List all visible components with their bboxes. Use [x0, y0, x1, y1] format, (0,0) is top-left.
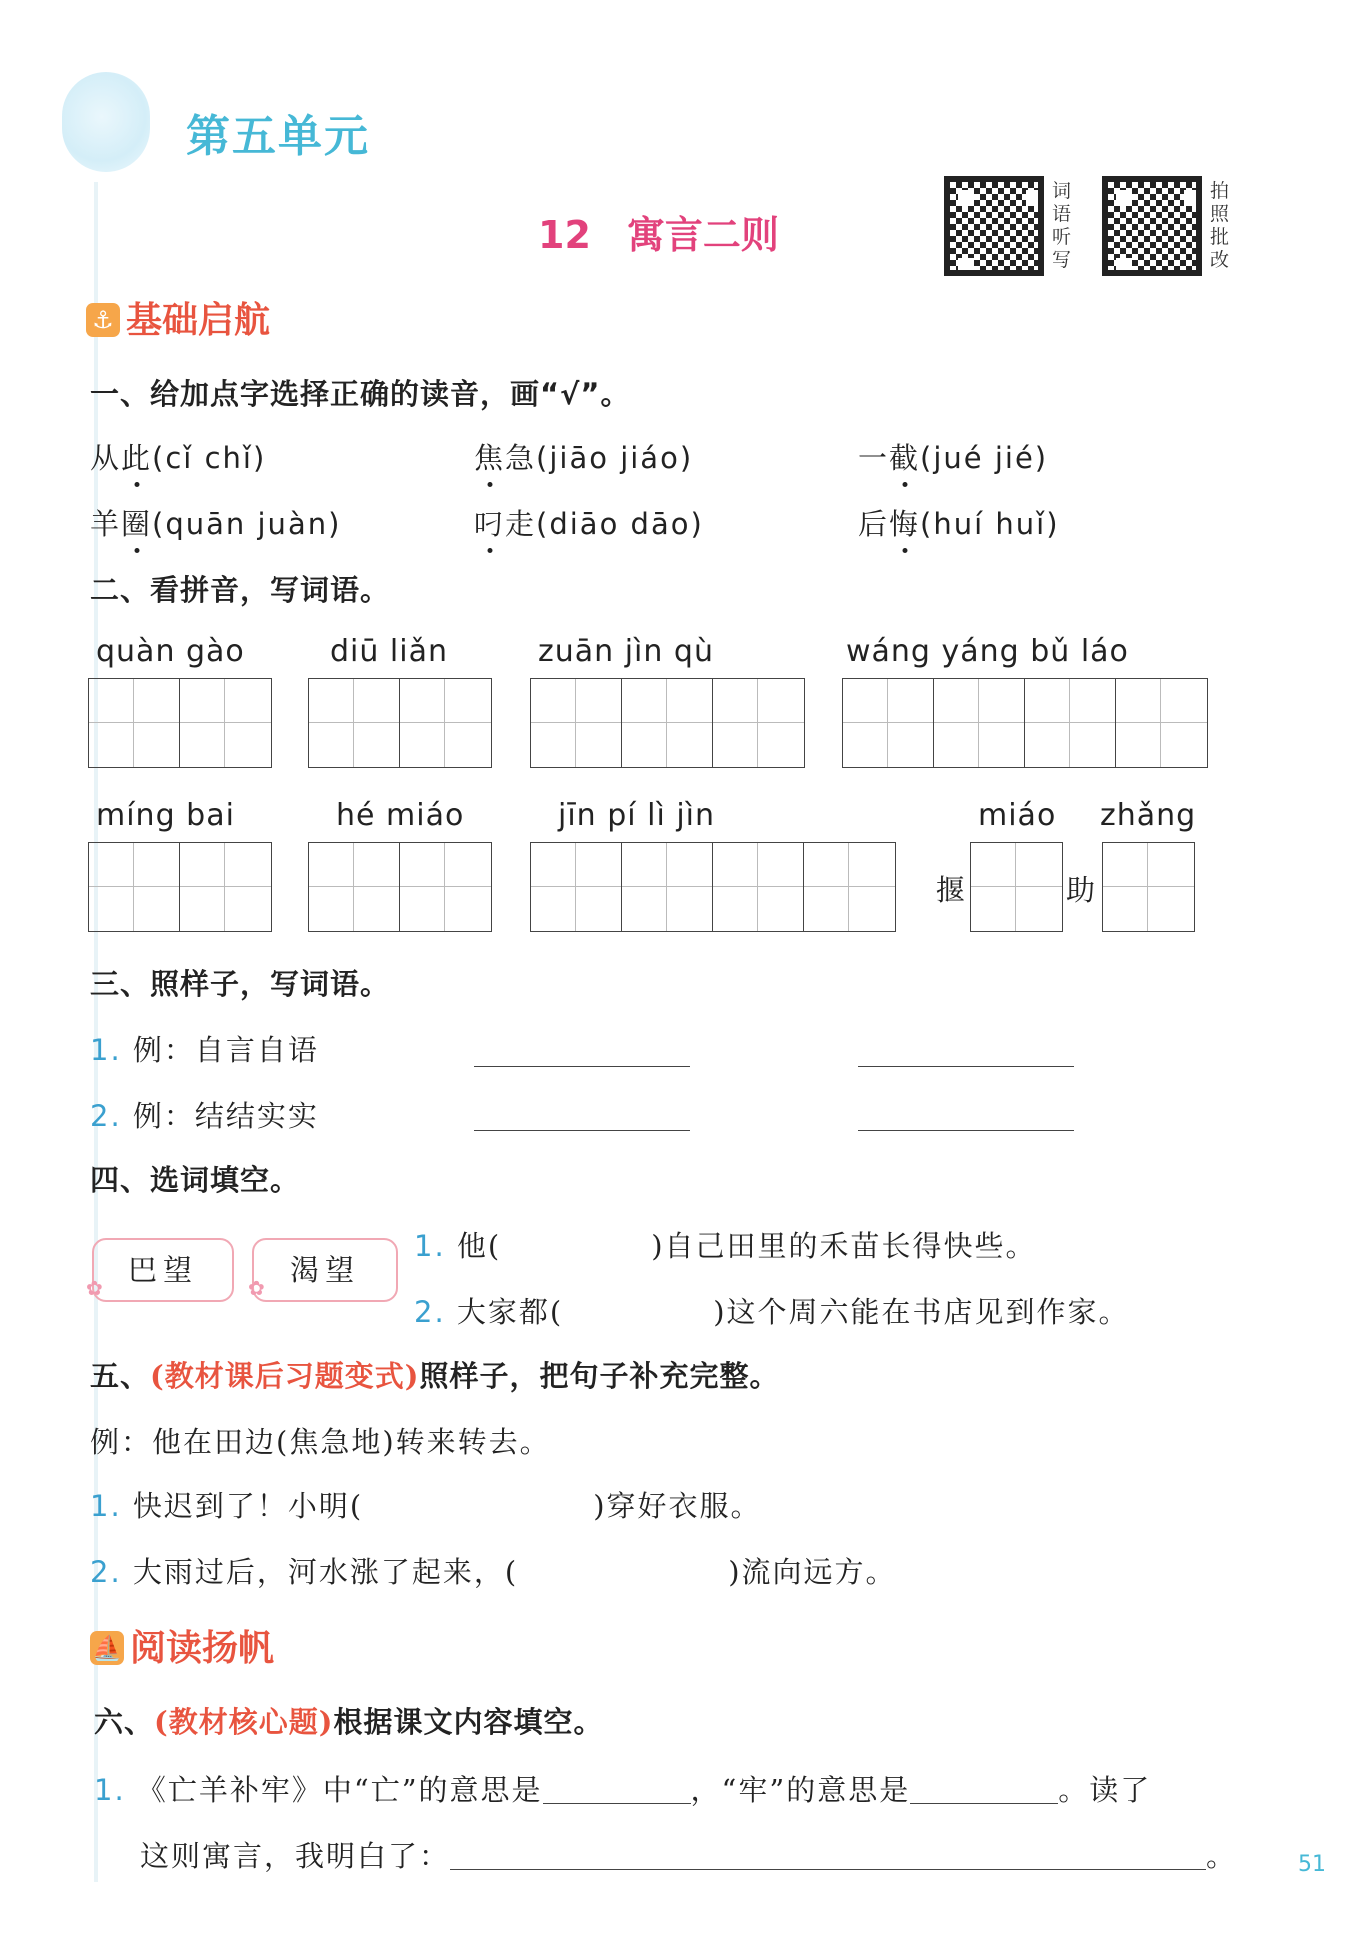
q1-title: 一、给加点字选择正确的读音，画“√”。	[90, 377, 631, 411]
q6-line-2: 这则寓言，我明白了： 。	[140, 1839, 1238, 1873]
pinyin-8: miáo	[978, 798, 1057, 833]
section-basic-label: 基础启航	[126, 300, 271, 341]
section-reading	[90, 1620, 274, 1671]
pinyin-1: quàn gào	[96, 634, 245, 669]
q5-item-1: 1. 快迟到了！小明( )穿好衣服。	[90, 1489, 762, 1523]
answer-line[interactable]	[543, 1775, 691, 1804]
qr-label-dictation: 词语听写	[1052, 180, 1072, 271]
q1-item-1: 从此(cǐ chǐ)	[90, 441, 267, 475]
q5-example: 例：他在田边(焦急地)转来转去。	[90, 1425, 551, 1459]
q3-title: 三、照样子，写词语。	[90, 967, 391, 1001]
anchor-icon: ⚓	[86, 303, 120, 337]
q6-line-1: 1. 《亡羊补牢》中“亡”的意思是 ，“牢”的意思是 。读了	[94, 1773, 1152, 1807]
qr-label-grading: 拍照批改	[1210, 180, 1230, 271]
pinyin-6: hé miáo	[336, 798, 465, 833]
pinyin-5: míng bai	[96, 798, 235, 833]
word-option-2: 渴望	[252, 1238, 398, 1302]
answer-line[interactable]	[858, 1066, 1074, 1067]
pinyin-9: zhǎng	[1100, 798, 1197, 833]
section-reading-label: 阅读扬帆	[130, 1628, 275, 1669]
q1-item-4: 羊圈(quān juàn)	[90, 507, 342, 541]
writing-grid[interactable]	[530, 842, 896, 932]
pinyin-7: jīn pí lì jìn	[558, 798, 716, 833]
lesson-title	[538, 204, 779, 259]
unit-title: 第五单元	[186, 111, 370, 162]
writing-grid[interactable]	[530, 678, 805, 768]
writing-grid[interactable]	[88, 842, 272, 932]
writing-grid[interactable]	[308, 678, 492, 768]
answer-line[interactable]	[910, 1775, 1058, 1804]
q4-item-1: 1. 他( )自己田里的禾苗长得快些。	[414, 1229, 1037, 1263]
paw-icon: ✿	[86, 1276, 103, 1300]
pinyin-4: wáng yáng bǔ láo	[846, 634, 1129, 669]
section-basic	[86, 292, 270, 343]
q1-item-2: 焦急(jiāo jiáo)	[474, 441, 694, 475]
word-option-1: 巴望	[92, 1238, 234, 1302]
page-number: 51	[1298, 1852, 1326, 1877]
qr-code-dictation[interactable]	[944, 176, 1044, 276]
lesson-number: 12	[538, 213, 591, 257]
writing-grid[interactable]	[308, 842, 492, 932]
q1-item-5: 叼走(diāo dāo)	[474, 507, 704, 541]
q5-title: 五、(教材课后习题变式)照样子，把句子补充完整。	[90, 1359, 780, 1393]
pinyin-3: zuān jìn qù	[538, 634, 714, 669]
q5-item-2: 2. 大雨过后，河水涨了起来，( )流向远方。	[90, 1555, 897, 1589]
q3-item-2: 2. 例：结结实实	[90, 1099, 319, 1133]
q4-title: 四、选词填空。	[90, 1163, 301, 1197]
writing-grid[interactable]	[1102, 842, 1195, 932]
given-char-1: 揠	[936, 873, 968, 907]
q3-item-1: 1. 例：自言自语	[90, 1033, 319, 1067]
q6-title: 六、(教材核心题)根据课文内容填空。	[94, 1705, 604, 1739]
unit-decoration	[62, 72, 150, 172]
pinyin-2: diū liǎn	[330, 634, 448, 669]
answer-line[interactable]	[450, 1841, 1206, 1870]
lesson-name: 寓言二则	[626, 213, 779, 257]
q1-item-6: 后悔(huí huǐ)	[858, 507, 1060, 541]
writing-grid[interactable]	[88, 678, 272, 768]
writing-grid[interactable]	[970, 842, 1063, 932]
sail-icon: ⛵	[90, 1631, 124, 1665]
qr-code-grading[interactable]	[1102, 176, 1202, 276]
q4-item-2: 2. 大家都( )这个周六能在书店见到作家。	[414, 1295, 1130, 1329]
answer-line[interactable]	[858, 1130, 1074, 1131]
paw-icon: ✿	[248, 1276, 265, 1300]
answer-line[interactable]	[474, 1130, 690, 1131]
writing-grid[interactable]	[842, 678, 1208, 768]
q1-item-3: 一截(jué jié)	[858, 441, 1049, 475]
q2-title: 二、看拼音，写词语。	[90, 573, 391, 607]
given-char-2: 助	[1066, 873, 1098, 907]
answer-line[interactable]	[474, 1066, 690, 1067]
